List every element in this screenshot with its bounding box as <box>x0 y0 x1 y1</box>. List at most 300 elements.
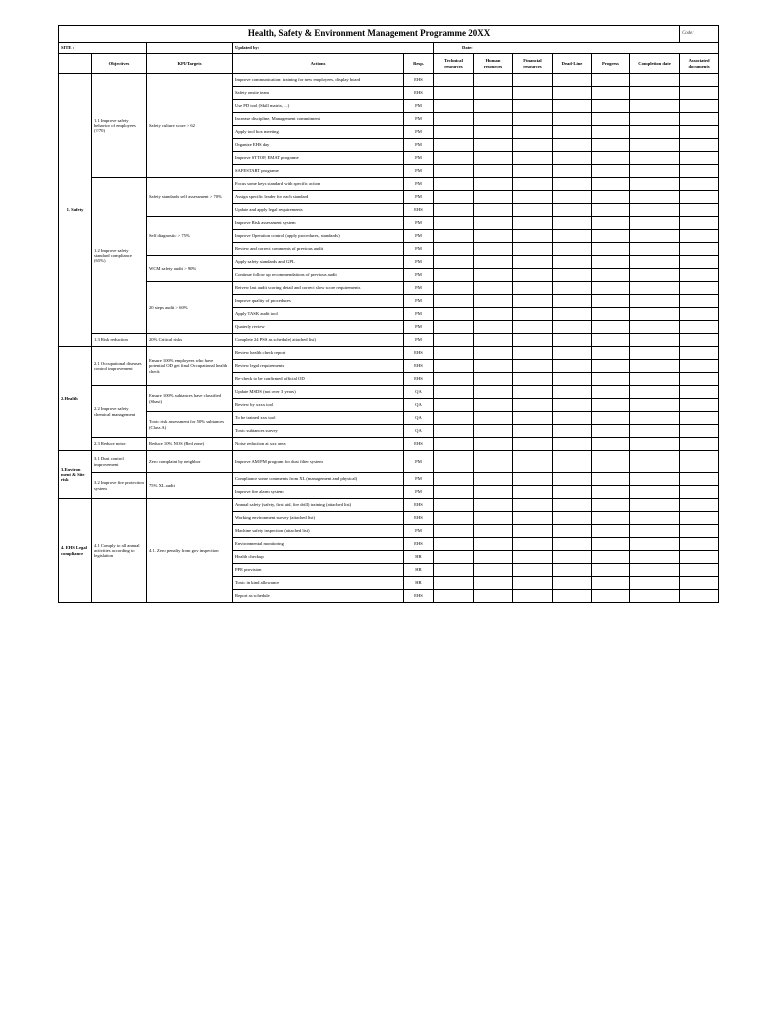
progress-cell <box>592 126 630 139</box>
header-objectives: Objectives <box>92 54 147 74</box>
technical-resources-cell <box>434 590 474 603</box>
resp-cell: PM <box>404 473 434 486</box>
action-cell: Health checkup <box>233 551 404 564</box>
progress-cell <box>592 512 630 525</box>
resp-cell: QA <box>404 425 434 438</box>
financial-resources-cell <box>513 373 553 386</box>
table-row <box>59 217 719 230</box>
progress-cell <box>592 334 630 347</box>
deadline-cell <box>553 525 592 538</box>
associated-documents-cell <box>680 295 719 308</box>
financial-resources-cell <box>513 113 553 126</box>
action-cell: Review by xxxx tool <box>233 399 404 412</box>
deadline-cell <box>553 551 592 564</box>
hse-programme-table <box>58 25 719 603</box>
progress-cell <box>592 308 630 321</box>
completion-date-cell <box>630 126 680 139</box>
progress-cell <box>592 139 630 152</box>
header-kpi: KPI/Targets <box>147 54 233 74</box>
completion-date-cell <box>630 74 680 87</box>
deadline-cell <box>553 486 592 499</box>
progress-cell <box>592 473 630 486</box>
kpi-cell: Safety culture score > 62 <box>147 74 233 178</box>
human-resources-cell <box>474 126 513 139</box>
table-row <box>59 256 719 269</box>
resp-cell: EHS <box>404 87 434 100</box>
progress-cell <box>592 538 630 551</box>
kpi-cell: Safety standards self assessment > 70% <box>147 178 233 217</box>
progress-cell <box>592 425 630 438</box>
resp-cell: HR <box>404 564 434 577</box>
human-resources-cell <box>474 334 513 347</box>
associated-documents-cell <box>680 165 719 178</box>
completion-date-cell <box>630 269 680 282</box>
table-row <box>59 178 719 191</box>
resp-cell: PM <box>404 308 434 321</box>
financial-resources-cell <box>513 334 553 347</box>
action-cell: Improve Risk assessment system <box>233 217 404 230</box>
deadline-cell <box>553 230 592 243</box>
deadline-cell <box>553 499 592 512</box>
action-cell: Assign specific leader for each standard <box>233 191 404 204</box>
resp-cell: PM <box>404 269 434 282</box>
completion-date-cell <box>630 590 680 603</box>
human-resources-cell <box>474 512 513 525</box>
completion-date-cell <box>630 191 680 204</box>
deadline-cell <box>553 334 592 347</box>
financial-resources-cell <box>513 577 553 590</box>
technical-resources-cell <box>434 438 474 451</box>
technical-resources-cell <box>434 191 474 204</box>
associated-documents-cell <box>680 360 719 373</box>
action-cell: Continue follow up recommendations of previous audit <box>233 269 404 282</box>
resp-cell: EHS <box>404 499 434 512</box>
human-resources-cell <box>474 178 513 191</box>
deadline-cell <box>553 321 592 334</box>
completion-date-cell <box>630 451 680 473</box>
associated-documents-cell <box>680 512 719 525</box>
associated-documents-cell <box>680 308 719 321</box>
resp-cell: PM <box>404 282 434 295</box>
objective-cell: 2.1 Occupational diseases control improvement <box>92 347 147 386</box>
progress-cell <box>592 269 630 282</box>
progress-cell <box>592 451 630 473</box>
progress-cell <box>592 486 630 499</box>
associated-documents-cell <box>680 243 719 256</box>
updated-by-label: Updated by: <box>233 43 434 54</box>
resp-cell: EHS <box>404 438 434 451</box>
associated-documents-cell <box>680 74 719 87</box>
technical-resources-cell <box>434 178 474 191</box>
deadline-cell <box>553 360 592 373</box>
technical-resources-cell <box>434 451 474 473</box>
human-resources-cell <box>474 100 513 113</box>
human-resources-cell <box>474 360 513 373</box>
action-cell: Review and correct comments of previous audit <box>233 243 404 256</box>
technical-resources-cell <box>434 100 474 113</box>
header-row <box>59 54 719 74</box>
completion-date-cell <box>630 295 680 308</box>
action-cell: To be trained xxx tool <box>233 412 404 425</box>
financial-resources-cell <box>513 347 553 360</box>
technical-resources-cell <box>434 87 474 100</box>
deadline-cell <box>553 126 592 139</box>
kpi-cell: 20 steps audit > 60% <box>147 282 233 334</box>
financial-resources-cell <box>513 360 553 373</box>
kpi-cell: WCM safety audit > 90% <box>147 256 233 282</box>
date-label: Date: <box>434 43 719 54</box>
deadline-cell <box>553 438 592 451</box>
header-technical-resources: Technical resources <box>434 54 474 74</box>
associated-documents-cell <box>680 425 719 438</box>
financial-resources-cell <box>513 100 553 113</box>
completion-date-cell <box>630 334 680 347</box>
human-resources-cell <box>474 308 513 321</box>
resp-cell: HR <box>404 551 434 564</box>
completion-date-cell <box>630 386 680 399</box>
action-cell: Focus some keys standard with specific action <box>233 178 404 191</box>
technical-resources-cell <box>434 360 474 373</box>
progress-cell <box>592 243 630 256</box>
financial-resources-cell <box>513 399 553 412</box>
action-cell: Machine safety inspection (attached list) <box>233 525 404 538</box>
kpi-cell: 75% XL audit <box>147 473 233 499</box>
header-financial-resources: Financial resources <box>513 54 553 74</box>
progress-cell <box>592 204 630 217</box>
associated-documents-cell <box>680 590 719 603</box>
completion-date-cell <box>630 243 680 256</box>
kpi-cell: Zero complaint by neighbor <box>147 451 233 473</box>
completion-date-cell <box>630 425 680 438</box>
table-row <box>59 386 719 399</box>
header-associated-documents: Associated documents <box>680 54 719 74</box>
financial-resources-cell <box>513 204 553 217</box>
objective-cell: 4.1 Comply to all annual activities according to legislation <box>92 499 147 603</box>
header-human-resources: Human resources <box>474 54 513 74</box>
resp-cell: HR <box>404 577 434 590</box>
human-resources-cell <box>474 564 513 577</box>
associated-documents-cell <box>680 178 719 191</box>
human-resources-cell <box>474 486 513 499</box>
action-cell: Quaterly review <box>233 321 404 334</box>
deadline-cell <box>553 308 592 321</box>
financial-resources-cell <box>513 308 553 321</box>
technical-resources-cell <box>434 74 474 87</box>
technical-resources-cell <box>434 308 474 321</box>
technical-resources-cell <box>434 113 474 126</box>
progress-cell <box>592 165 630 178</box>
completion-date-cell <box>630 551 680 564</box>
resp-cell: QA <box>404 386 434 399</box>
associated-documents-cell <box>680 256 719 269</box>
human-resources-cell <box>474 139 513 152</box>
technical-resources-cell <box>434 499 474 512</box>
associated-documents-cell <box>680 282 719 295</box>
resp-cell: EHS <box>404 373 434 386</box>
document-title: Health, Safety & Environment Management Programme 20XX <box>59 26 680 43</box>
progress-cell <box>592 217 630 230</box>
action-cell: Use PD tool (Skill matrix, ...) <box>233 100 404 113</box>
resp-cell: PM <box>404 451 434 473</box>
progress-cell <box>592 230 630 243</box>
completion-date-cell <box>630 165 680 178</box>
financial-resources-cell <box>513 217 553 230</box>
human-resources-cell <box>474 256 513 269</box>
deadline-cell <box>553 204 592 217</box>
deadline-cell <box>553 425 592 438</box>
progress-cell <box>592 113 630 126</box>
associated-documents-cell <box>680 217 719 230</box>
technical-resources-cell <box>434 551 474 564</box>
resp-cell: PM <box>404 256 434 269</box>
associated-documents-cell <box>680 269 719 282</box>
associated-documents-cell <box>680 191 719 204</box>
associated-documents-cell <box>680 126 719 139</box>
human-resources-cell <box>474 399 513 412</box>
completion-date-cell <box>630 399 680 412</box>
completion-date-cell <box>630 564 680 577</box>
technical-resources-cell <box>434 525 474 538</box>
deadline-cell <box>553 564 592 577</box>
technical-resources-cell <box>434 473 474 486</box>
human-resources-cell <box>474 386 513 399</box>
resp-cell: EHS <box>404 538 434 551</box>
deadline-cell <box>553 451 592 473</box>
kpi-cell: Reduce 10% NOS (Red zone) <box>147 438 233 451</box>
technical-resources-cell <box>434 256 474 269</box>
resp-cell: PM <box>404 525 434 538</box>
progress-cell <box>592 295 630 308</box>
progress-cell <box>592 438 630 451</box>
resp-cell: EHS <box>404 512 434 525</box>
deadline-cell <box>553 269 592 282</box>
resp-cell: EHS <box>404 590 434 603</box>
deadline-cell <box>553 217 592 230</box>
completion-date-cell <box>630 412 680 425</box>
human-resources-cell <box>474 282 513 295</box>
technical-resources-cell <box>434 399 474 412</box>
action-cell: Apply tool box meeting <box>233 126 404 139</box>
deadline-cell <box>553 399 592 412</box>
deadline-cell <box>553 512 592 525</box>
action-cell: Improve Operation control (apply procedures, standards) <box>233 230 404 243</box>
associated-documents-cell <box>680 230 719 243</box>
associated-documents-cell <box>680 399 719 412</box>
financial-resources-cell <box>513 499 553 512</box>
financial-resources-cell <box>513 386 553 399</box>
progress-cell <box>592 100 630 113</box>
technical-resources-cell <box>434 204 474 217</box>
deadline-cell <box>553 113 592 126</box>
table-row <box>59 451 719 473</box>
human-resources-cell <box>474 230 513 243</box>
associated-documents-cell <box>680 577 719 590</box>
deadline-cell <box>553 295 592 308</box>
site-value <box>147 43 233 54</box>
kpi-cell: 4.1. Zero penalty from gov inspection <box>147 499 233 603</box>
completion-date-cell <box>630 217 680 230</box>
progress-cell <box>592 373 630 386</box>
human-resources-cell <box>474 152 513 165</box>
table-row <box>59 347 719 360</box>
technical-resources-cell <box>434 564 474 577</box>
table-row <box>59 473 719 486</box>
action-cell: Annual safety (safety, first aid, fire drill) training (attached list) <box>233 499 404 512</box>
action-cell: Update and apply legal requirements <box>233 204 404 217</box>
table-row <box>59 412 719 425</box>
financial-resources-cell <box>513 152 553 165</box>
technical-resources-cell <box>434 321 474 334</box>
technical-resources-cell <box>434 486 474 499</box>
associated-documents-cell <box>680 113 719 126</box>
deadline-cell <box>553 590 592 603</box>
objective-cell: 1.3 Risk reduction <box>92 334 147 347</box>
financial-resources-cell <box>513 590 553 603</box>
deadline-cell <box>553 473 592 486</box>
resp-cell: PM <box>404 152 434 165</box>
deadline-cell <box>553 100 592 113</box>
financial-resources-cell <box>513 178 553 191</box>
financial-resources-cell <box>513 230 553 243</box>
associated-documents-cell <box>680 87 719 100</box>
financial-resources-cell <box>513 564 553 577</box>
associated-documents-cell <box>680 152 719 165</box>
technical-resources-cell <box>434 126 474 139</box>
technical-resources-cell <box>434 386 474 399</box>
financial-resources-cell <box>513 256 553 269</box>
financial-resources-cell <box>513 269 553 282</box>
resp-cell: QA <box>404 412 434 425</box>
associated-documents-cell <box>680 412 719 425</box>
completion-date-cell <box>630 438 680 451</box>
progress-cell <box>592 412 630 425</box>
deadline-cell <box>553 243 592 256</box>
action-cell: Environmental monitoring <box>233 538 404 551</box>
completion-date-cell <box>630 486 680 499</box>
action-cell: Report as schedule <box>233 590 404 603</box>
financial-resources-cell <box>513 551 553 564</box>
action-cell: Improve fire alarm system <box>233 486 404 499</box>
completion-date-cell <box>630 230 680 243</box>
financial-resources-cell <box>513 473 553 486</box>
associated-documents-cell <box>680 386 719 399</box>
action-cell: Noise reduction at xxx area <box>233 438 404 451</box>
kpi-cell: Self diagnostic > 75% <box>147 217 233 256</box>
human-resources-cell <box>474 451 513 473</box>
technical-resources-cell <box>434 347 474 360</box>
table-row <box>59 334 719 347</box>
resp-cell: PM <box>404 100 434 113</box>
action-cell: Complete 24 PSS as schedule( attached list) <box>233 334 404 347</box>
deadline-cell <box>553 139 592 152</box>
deadline-cell <box>553 87 592 100</box>
associated-documents-cell <box>680 486 719 499</box>
action-cell: Review legal requirements <box>233 360 404 373</box>
deadline-cell <box>553 74 592 87</box>
human-resources-cell <box>474 499 513 512</box>
category-safety: 1. Safety <box>59 74 92 347</box>
human-resources-cell <box>474 590 513 603</box>
action-cell: Safety onsite team <box>233 87 404 100</box>
deadline-cell <box>553 347 592 360</box>
human-resources-cell <box>474 295 513 308</box>
action-cell: Review health check report <box>233 347 404 360</box>
associated-documents-cell <box>680 139 719 152</box>
financial-resources-cell <box>513 438 553 451</box>
human-resources-cell <box>474 87 513 100</box>
action-cell: Improve communication: training for new employees, display board <box>233 74 404 87</box>
header-category <box>59 54 92 74</box>
associated-documents-cell <box>680 373 719 386</box>
associated-documents-cell <box>680 204 719 217</box>
financial-resources-cell <box>513 282 553 295</box>
deadline-cell <box>553 386 592 399</box>
financial-resources-cell <box>513 165 553 178</box>
associated-documents-cell <box>680 551 719 564</box>
financial-resources-cell <box>513 525 553 538</box>
site-row <box>59 43 719 54</box>
technical-resources-cell <box>434 139 474 152</box>
technical-resources-cell <box>434 334 474 347</box>
resp-cell: PM <box>404 217 434 230</box>
resp-cell: PM <box>404 334 434 347</box>
human-resources-cell <box>474 243 513 256</box>
completion-date-cell <box>630 282 680 295</box>
progress-cell <box>592 178 630 191</box>
deadline-cell <box>553 165 592 178</box>
action-cell: Toxic in kind allowance <box>233 577 404 590</box>
progress-cell <box>592 152 630 165</box>
deadline-cell <box>553 191 592 204</box>
financial-resources-cell <box>513 87 553 100</box>
objective-cell: 3.2 Improve fire protection system <box>92 473 147 499</box>
financial-resources-cell <box>513 321 553 334</box>
technical-resources-cell <box>434 217 474 230</box>
category-environment: 3.Environ ment & Site risk <box>59 451 92 499</box>
table-row <box>59 499 719 512</box>
kpi-cell: 20% Critical risks <box>147 334 233 347</box>
technical-resources-cell <box>434 295 474 308</box>
associated-documents-cell <box>680 451 719 473</box>
action-cell: Improve AM/PM program for dust filter system <box>233 451 404 473</box>
resp-cell: EHS <box>404 204 434 217</box>
action-cell: Apply safety standards and GPL <box>233 256 404 269</box>
human-resources-cell <box>474 347 513 360</box>
header-actions: Actions <box>233 54 404 74</box>
action-cell: PPE provision <box>233 564 404 577</box>
progress-cell <box>592 577 630 590</box>
table-row <box>59 282 719 295</box>
human-resources-cell <box>474 438 513 451</box>
completion-date-cell <box>630 308 680 321</box>
site-label: SITE : <box>59 43 147 54</box>
associated-documents-cell <box>680 321 719 334</box>
resp-cell: EHS <box>404 74 434 87</box>
action-cell: Compliance some comments from XL (management and physical) <box>233 473 404 486</box>
resp-cell: PM <box>404 165 434 178</box>
header-resp: Resp. <box>404 54 434 74</box>
progress-cell <box>592 590 630 603</box>
associated-documents-cell <box>680 347 719 360</box>
human-resources-cell <box>474 113 513 126</box>
progress-cell <box>592 347 630 360</box>
financial-resources-cell <box>513 126 553 139</box>
human-resources-cell <box>474 425 513 438</box>
action-cell: Organize EHS day <box>233 139 404 152</box>
technical-resources-cell <box>434 512 474 525</box>
technical-resources-cell <box>434 230 474 243</box>
header-completion-date: Completion date <box>630 54 680 74</box>
